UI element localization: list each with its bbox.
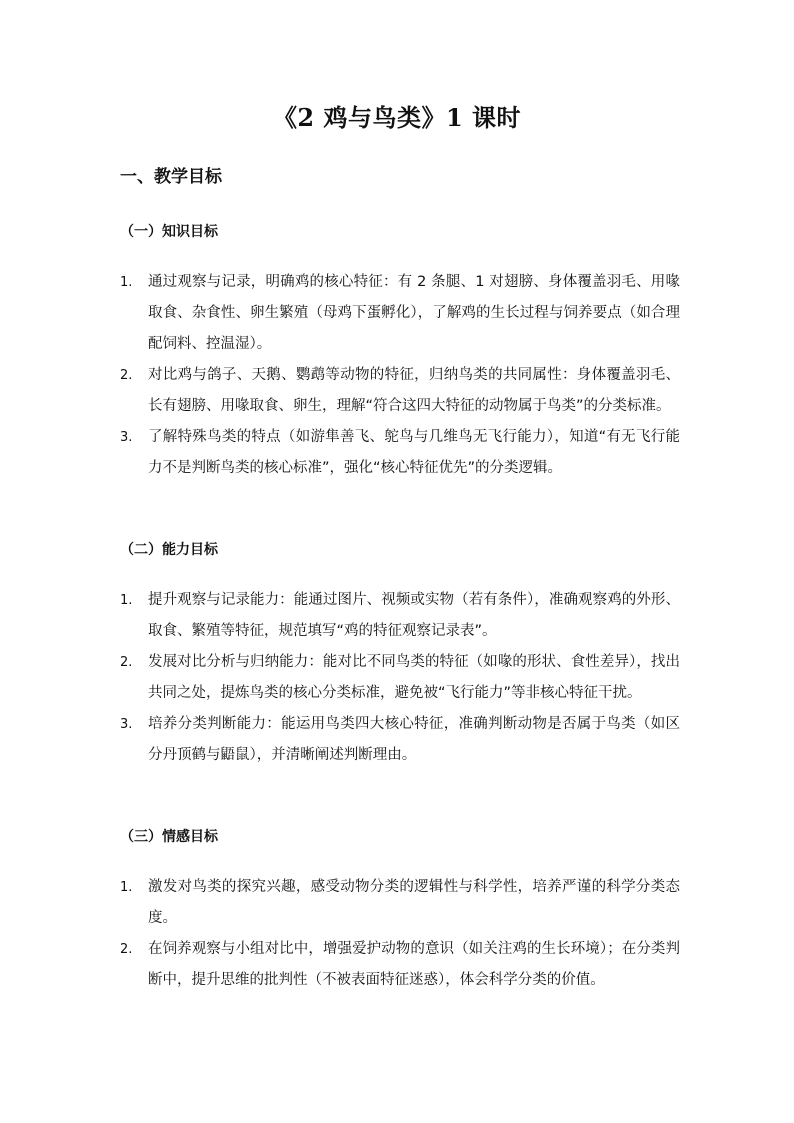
list-item <box>120 422 680 484</box>
document-title: 《2 鸡与鸟类》1 课时 <box>272 103 522 132</box>
knowledge-goals-list <box>120 267 680 484</box>
list-item <box>120 585 680 647</box>
list-item-number: 1. <box>120 275 133 290</box>
list-item-text: 在饲养观察与小组对比中，增强爱护动物的意识（如关注鸡的生长环境）；在分类判断中，提升思维的批判性（不被表面特征迷惑），体会科学分类的价值。 <box>148 941 680 988</box>
list-item <box>120 360 680 422</box>
list-item-number: 2. <box>120 942 133 957</box>
list-item-text: 对比鸡与鸽子、天鹅、鹦鹉等动物的特征，归纳鸟类的共同属性：身体覆盖羽毛、长有翅膀、用喙取食、卵生，理解“符合这四大特征的动物属于鸟类”的分类标准。 <box>148 367 680 414</box>
subsection-heading-emotion: （三）情感目标 <box>120 829 218 845</box>
list-item <box>120 709 680 771</box>
list-item-number: 2. <box>120 368 133 383</box>
ability-goals-list <box>120 585 680 771</box>
list-item-text: 培养分类判断能力：能运用鸟类四大核心特征，准确判断动物是否属于鸟类（如区分丹顶鹤与鼯鼠），并清晰阐述判断理由。 <box>148 716 680 763</box>
list-item-number: 2. <box>120 655 133 670</box>
subsection-heading-knowledge: （一）知识目标 <box>120 224 218 240</box>
list-item-text: 提升观察与记录能力：能通过图片、视频或实物（若有条件），准确观察鸡的外形、取食、繁殖等特征，规范填写“鸡的特征观察记录表”。 <box>148 592 680 639</box>
list-item <box>120 647 680 709</box>
list-item-number: 1. <box>120 880 133 895</box>
list-item-number: 3. <box>120 430 133 445</box>
list-item <box>120 872 680 934</box>
list-item-number: 3. <box>120 717 133 732</box>
list-item-number: 1. <box>120 593 133 608</box>
subsection-heading-ability: （二）能力目标 <box>120 542 218 558</box>
list-item <box>120 267 680 360</box>
list-item-text: 通过观察与记录，明确鸡的核心特征：有 2 条腿、1 对翅膀、身体覆盖羽毛、用喙取食、杂食性、卵生繁殖（母鸡下蛋孵化），了解鸡的生长过程与饲养要点（如合理配饲料、控温湿）。 <box>148 274 680 352</box>
list-item-text: 激发对鸟类的探究兴趣，感受动物分类的逻辑性与科学性，培养严谨的科学分类态度。 <box>148 879 680 926</box>
emotion-goals-list <box>120 872 680 996</box>
list-item-text: 了解特殊鸟类的特点（如游隼善飞、鸵鸟与几维鸟无飞行能力），知道“有无飞行能力不是判断鸟类的核心标准”，强化“核心特征优先”的分类逻辑。 <box>148 429 680 476</box>
list-item-text: 发展对比分析与归纳能力：能对比不同鸟类的特征（如喙的形状、食性差异），找出共同之处，提炼鸟类的核心分类标准，避免被“飞行能力”等非核心特征干扰。 <box>148 654 680 701</box>
list-item <box>120 934 680 996</box>
section-heading-teaching-goals: 一、教学目标 <box>120 167 222 187</box>
